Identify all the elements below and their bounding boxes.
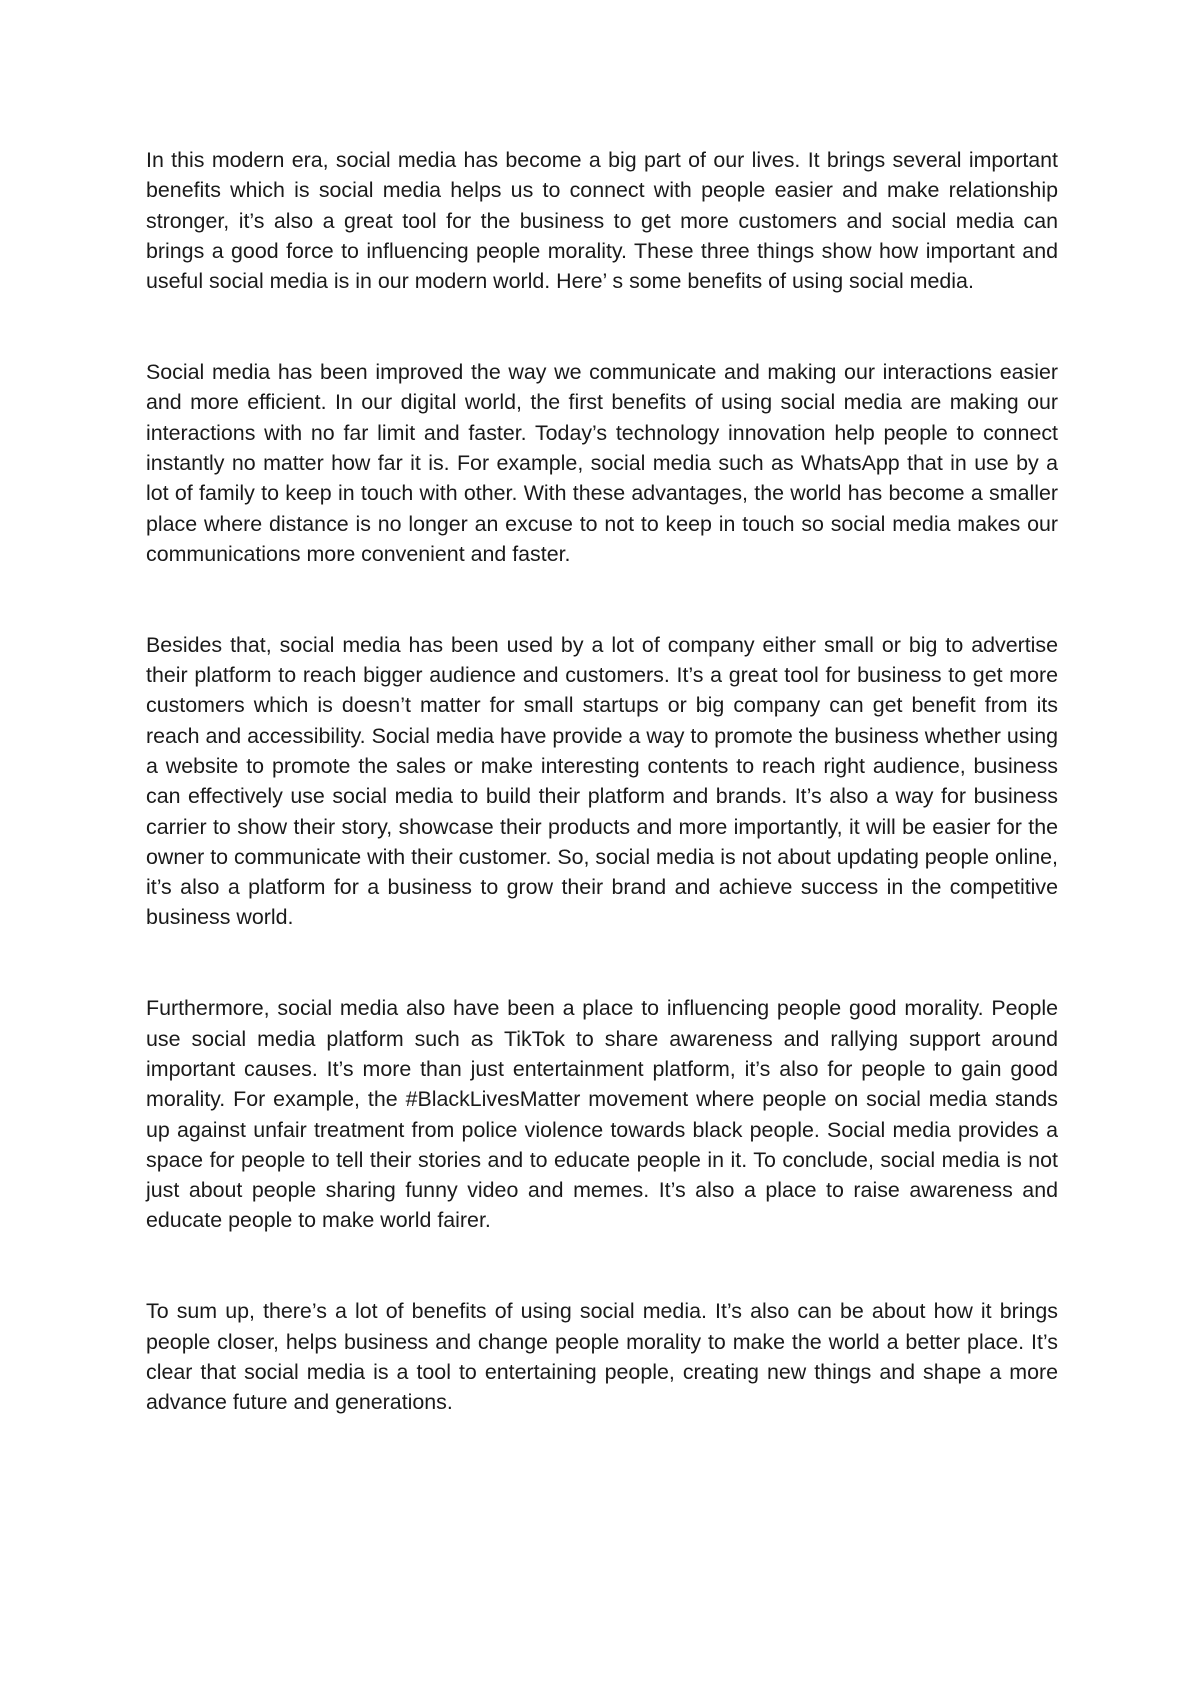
essay-body: [146, 145, 1058, 1417]
paragraph-conclusion: To sum up, there’s a lot of benefits of using social media. It’s also can be about how it brings people closer, helps business and change people morality to make the world a better place. It’s clear that social media is a tool to entertaining people, creating new things and shape a more advance future and generations.: [146, 1299, 1058, 1415]
paragraph-communication: Social media has been improved the way we communicate and making our interactions easier and more efficient. In our digital world, the first benefits of using social media are making our interactions with no far limit and faster. Today’s technology innovation help people to connect instantly no matter how far it is. For example, social media such as WhatsApp that in use by a lot of family to keep in touch with other. With these advantages, the world has become a smaller place where distance is no longer an excuse to not to keep in touch so social media makes our communications more convenient and faster.: [146, 360, 1058, 566]
paragraph-introduction: In this modern era, social media has become a big part of our lives. It brings several important benefits which is social media helps us to connect with people easier and make relationship stronger, it’s also a great tool for the business to get more customers and social media can brings a good force to influencing people morality. These three things show how important and useful social media is in our modern world. Here’ s some benefits of using social media.: [146, 148, 1058, 294]
paragraph-business: Besides that, social media has been used by a lot of company either small or big to advertise their platform to reach bigger audience and customers. It’s a great tool for business to get more customers which is doesn’t matter for small startups or big company can get benefit from its reach and accessibility. Social media have provide a way to promote the business whether using a website to promote the sales or make interesting contents to reach right audience, business can effectively use social media to build their platform and brands. It’s also a way for business carrier to show their story, showcase their products and more importantly, it will be easier for the owner to communicate with their customer. So, social media is not about updating people online, it’s also a platform for a business to grow their brand and achieve success in the competitive business world.: [146, 632, 1058, 930]
paragraph-morality: Furthermore, social media also have been a place to influencing people good morality. People use social media platform such as TikTok to share awareness and rallying support around important causes. It’s more than just entertainment platform, it’s also for people to gain good morality. For example, the #BlackLivesMatter movement where people on social media stands up against unfair treatment from police violence towards black people. Social media provides a space for people to tell their stories and to educate people in it. To conclude, social media is not just about people sharing funny video and memes. It’s also a place to raise awareness and educate people to make world fairer.: [146, 996, 1058, 1233]
